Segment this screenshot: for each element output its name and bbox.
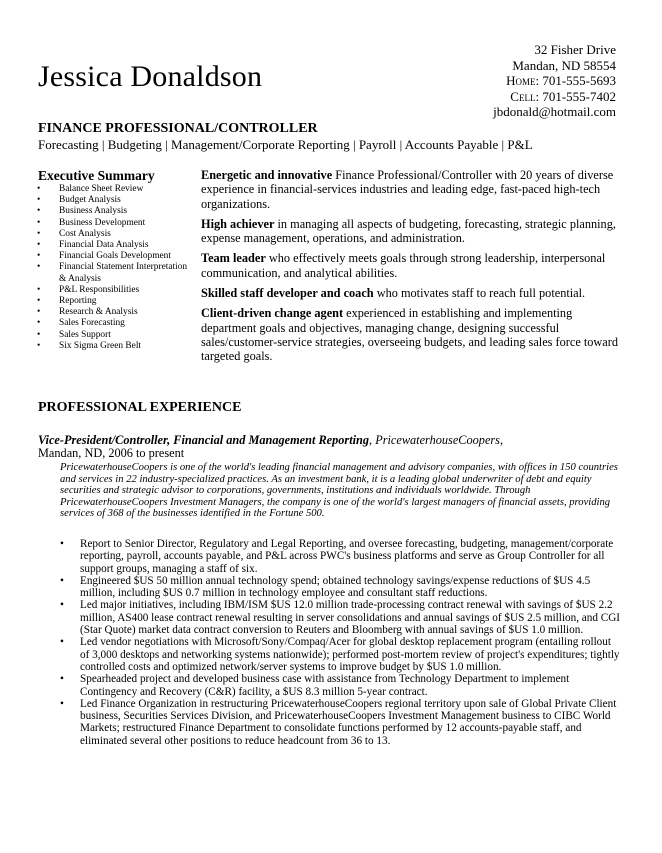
summary-lead: High achiever bbox=[201, 216, 275, 231]
achievement-item: • Led Finance Organization in restructuring PricewaterhouseCoopers regional territory upon sale of Global Private Client business, Securities Services Division, and PricewaterhouseCoopers Investment Management business to CIBC World Markets; restructured Finance Department to consolidate functions performed by 12 accounts-payable staff, and eliminated several other positions to reduce headcount from 36 to 13. bbox=[38, 698, 623, 747]
job-header: Vice-President/Controller, Financial and Management Reporting, PricewaterhouseCoopers, Mandan, ND, 2006 to present bbox=[38, 433, 504, 461]
achievement-item: • Led vendor negotiations with Microsoft/Sony/Compaq/Acer for global desktop replacement program (entailing rollout of 3,000 desktops and networking systems nationwide); performed post-mortem review of project's expenditures; tightly controlled costs and optimized network/server systems to improve budget by $US 1.0 million. bbox=[38, 636, 623, 673]
summary-text: experienced in establishing and implementing department goals and objectives, managing change, designing successful sales/customer-service strategies, overseeing budgets, and leading sales force toward targeted goals. bbox=[201, 306, 619, 364]
summary-paragraph bbox=[201, 306, 621, 363]
summary-lead: Client-driven change agent bbox=[201, 306, 344, 321]
contact-cell-phone bbox=[356, 89, 616, 105]
skill-item: • Cost Analysis bbox=[36, 229, 196, 240]
achievement-item: • Led major initiatives, including IBM/ISM $US 12.0 million trade-processing contract renewal with savings of $US 2.2 million, AS400 lease contract renewal resulting in server consolidations and annual savings of $US 2.5 million, and CGI (Star Quote) market data contract conversion to Reuters and Bloomberg with annual savings of $US 1.0 million. bbox=[38, 599, 623, 636]
contact-street: 32 Fisher Drive bbox=[534, 42, 616, 57]
candidate-name: Jessica Donaldson bbox=[38, 60, 263, 93]
executive-summary-heading: Executive Summary bbox=[38, 168, 155, 183]
contact-block bbox=[356, 42, 616, 120]
contact-home-phone bbox=[356, 73, 616, 89]
skill-item: • Research & Analysis bbox=[36, 307, 196, 318]
summary-text: who motivates staff to reach full potential. bbox=[373, 286, 586, 301]
skill-item: • Financial Goals Development bbox=[36, 251, 196, 262]
skill-item: • Budget Analysis bbox=[36, 195, 196, 206]
summary-paragraph bbox=[201, 217, 621, 246]
skill-item: • Sales Forecasting bbox=[36, 318, 196, 329]
home-phone-value: 701-555-5693 bbox=[542, 73, 616, 88]
home-phone-label: Home: bbox=[506, 73, 540, 88]
cell-phone-label: Cell: bbox=[510, 88, 540, 104]
summary-lead: Energetic and innovative bbox=[201, 168, 333, 182]
summary-paragraphs bbox=[201, 168, 621, 370]
skill-item: • Financial Statement Interpretation & Analysis bbox=[36, 262, 196, 284]
summary-paragraph bbox=[201, 286, 621, 300]
company-name: PricewaterhouseCoopers bbox=[375, 433, 500, 447]
summary-lead: Team leader bbox=[201, 251, 266, 266]
achievement-item: • Engineered $US 50 million annual technology spend; obtained technology savings/expense reductions of $US 4.5 million, including $US 0.7 million in technology employee and consultant staff reductions. bbox=[38, 575, 623, 600]
achievement-item: • Spearheaded project and developed business case with assistance from Technology Department to implement Contingency and Recovery (C&R) facility, a $US 8.3 million 5-year contract. bbox=[38, 673, 623, 698]
job-location-dates: Mandan, ND, 2006 to present bbox=[38, 446, 185, 461]
professional-subtitle: Forecasting | Budgeting | Management/Corporate Reporting | Payroll | Accounts Payable | P&L bbox=[38, 137, 533, 152]
achievement-list bbox=[38, 538, 623, 747]
skill-item: • Business Development bbox=[36, 218, 196, 229]
skill-item: • Balance Sheet Review bbox=[36, 184, 196, 195]
professional-title: FINANCE PROFESSIONAL/CONTROLLER bbox=[38, 121, 318, 136]
summary-text: in managing all aspects of budgeting, forecasting, strategic planning, expense management, operations, and administration. bbox=[201, 216, 616, 246]
contact-city: Mandan, ND 58554 bbox=[512, 57, 616, 73]
contact-email: jbdonald@hotmail.com bbox=[493, 104, 616, 119]
summary-paragraph bbox=[201, 251, 621, 280]
company-description: PricewaterhouseCoopers is one of the world's leading financial management and advisory companies, with offices in 150 countries and services in 22 industry-specialized practices. As an investment bank, it is a leading global underwriter of debt and equity securities and strategic advisor to corporations, governments, institutions and individuals worldwide. Through PricewaterhouseCoopers Investment Managers, the company is one of the world's largest managers of financial assets, providing services of 368 of the businesses identified in the Fortune 500. bbox=[60, 462, 618, 519]
skill-item: • Reporting bbox=[36, 296, 196, 307]
skill-item: • Financial Data Analysis bbox=[36, 240, 196, 251]
skill-item: • Sales Support bbox=[36, 330, 196, 341]
summary-text: Finance Professional/Controller with 20 years of diverse experience in financial-services industries and leading edge, fast-paced high-tech organizations. bbox=[201, 168, 614, 211]
skill-item: • Six Sigma Green Belt bbox=[36, 341, 196, 352]
skill-item: • P&L Responsibilities bbox=[36, 285, 196, 296]
job-title: Vice-President/Controller, Financial and Management Reporting bbox=[38, 433, 370, 447]
summary-paragraph bbox=[201, 168, 621, 211]
summary-lead: Skilled staff developer and coach bbox=[201, 286, 374, 301]
experience-heading: PROFESSIONAL EXPERIENCE bbox=[38, 400, 242, 415]
skills-list bbox=[36, 184, 196, 352]
achievement-item: • Report to Senior Director, Regulatory and Legal Reporting, and oversee forecasting, budgeting, management/corporate reporting, payroll, accounts payable, and P&L across PWC's business platforms and serve as Group Controller for all support groups, managing a staff of six. bbox=[38, 538, 623, 575]
skill-item: • Business Analysis bbox=[36, 206, 196, 217]
summary-text: who effectively meets goals through strong leadership, interpersonal communication, and analytical abilities. bbox=[201, 251, 606, 280]
cell-phone-value: 701-555-7402 bbox=[542, 88, 616, 104]
